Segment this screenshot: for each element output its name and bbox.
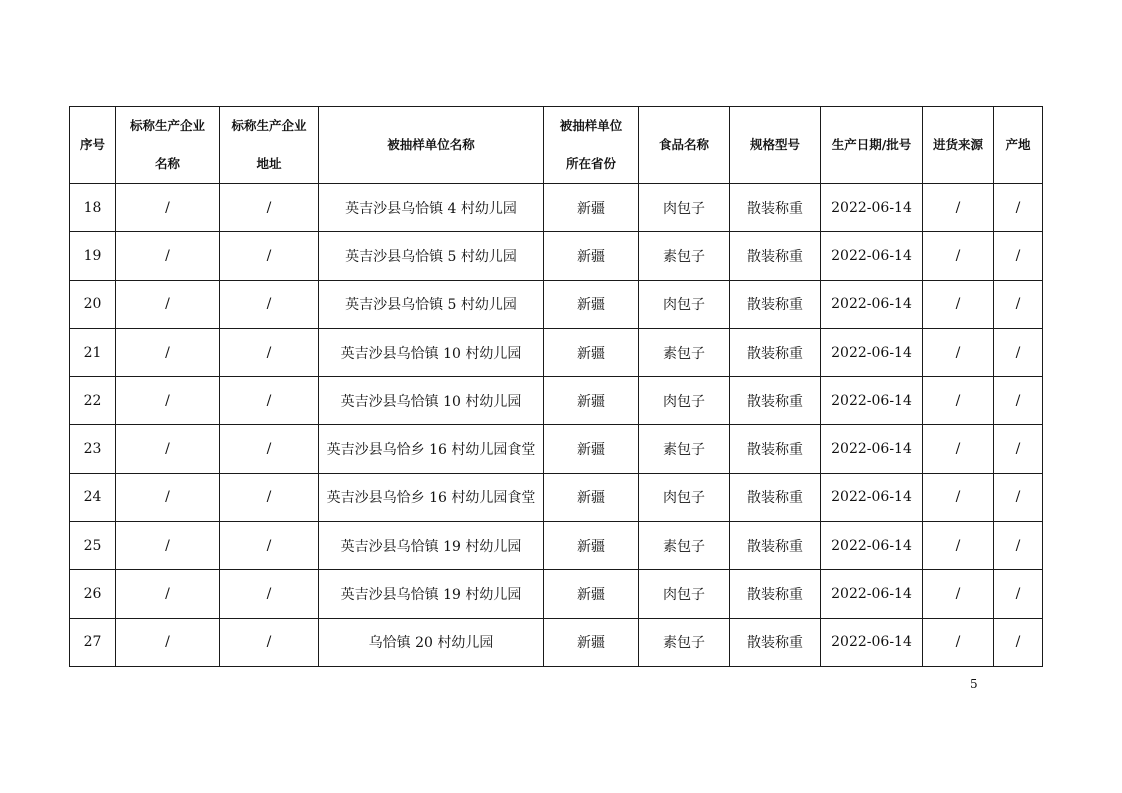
table-cell: 肉包子 [639, 184, 730, 232]
column-header [319, 107, 544, 184]
table-cell: 散装称重 [730, 618, 821, 666]
table-cell: 英吉沙县乌恰镇 5 村幼儿园 [319, 232, 544, 280]
table-row [70, 570, 1043, 618]
table-cell: 乌恰镇 20 村幼儿园 [319, 618, 544, 666]
table-cell: 新疆 [544, 522, 639, 570]
table-cell: / [994, 280, 1043, 328]
table-cell: 英吉沙县乌恰乡 16 村幼儿园食堂 [319, 473, 544, 521]
table-cell: / [220, 473, 319, 521]
table-cell: / [116, 232, 220, 280]
column-header-line: 食品名称 [658, 137, 709, 152]
table-cell: 散装称重 [730, 425, 821, 473]
table-cell: / [116, 618, 220, 666]
column-header [70, 107, 116, 184]
table-cell: 新疆 [544, 473, 639, 521]
table-cell: / [994, 570, 1043, 618]
column-header-line: 名称 [154, 156, 180, 171]
table-cell: / [116, 522, 220, 570]
table-row [70, 473, 1043, 521]
table-cell: 素包子 [639, 522, 730, 570]
table-cell: 2022-06-14 [821, 473, 923, 521]
table-cell: 2022-06-14 [821, 328, 923, 376]
table-cell: 24 [70, 473, 116, 521]
table-cell: 英吉沙县乌恰镇 5 村幼儿园 [319, 280, 544, 328]
table-cell: / [923, 280, 994, 328]
table-cell: 散装称重 [730, 280, 821, 328]
table-cell: / [220, 280, 319, 328]
table-cell: 22 [70, 377, 116, 425]
column-header [544, 107, 639, 184]
table-cell: 英吉沙县乌恰镇 4 村幼儿园 [319, 184, 544, 232]
column-header [821, 107, 923, 184]
column-header [639, 107, 730, 184]
column-header [220, 107, 319, 184]
table-cell: 27 [70, 618, 116, 666]
table-cell: 新疆 [544, 232, 639, 280]
table-row [70, 280, 1043, 328]
table-cell: 英吉沙县乌恰镇 10 村幼儿园 [319, 328, 544, 376]
table-cell: / [116, 570, 220, 618]
table-cell: 21 [70, 328, 116, 376]
table-cell: / [994, 232, 1043, 280]
table-cell: / [994, 522, 1043, 570]
column-header-line: 生产日期/批号 [831, 137, 912, 152]
column-header-line: 被抽样单位名称 [387, 137, 475, 152]
column-header-line: 产地 [1005, 137, 1031, 152]
table-cell: 肉包子 [639, 570, 730, 618]
table-cell: / [994, 184, 1043, 232]
table-cell: / [923, 328, 994, 376]
table-cell: / [923, 473, 994, 521]
table-cell: / [220, 522, 319, 570]
table-cell: 2022-06-14 [821, 570, 923, 618]
table-cell: 2022-06-14 [821, 522, 923, 570]
table-cell: / [116, 328, 220, 376]
table-cell: / [923, 570, 994, 618]
table-cell: 英吉沙县乌恰镇 19 村幼儿园 [319, 522, 544, 570]
table-cell: / [994, 377, 1043, 425]
table-row [70, 425, 1043, 473]
table-cell: / [220, 618, 319, 666]
table-cell: 新疆 [544, 425, 639, 473]
table-cell: / [923, 184, 994, 232]
table-cell: 新疆 [544, 618, 639, 666]
table-cell: 2022-06-14 [821, 377, 923, 425]
table-cell: 肉包子 [639, 377, 730, 425]
table-cell: / [116, 473, 220, 521]
table-cell: 18 [70, 184, 116, 232]
table-cell: 散装称重 [730, 522, 821, 570]
table-cell: / [220, 328, 319, 376]
table-cell: 新疆 [544, 280, 639, 328]
column-header-line: 地址 [256, 156, 282, 171]
column-header-line: 进货来源 [932, 137, 983, 152]
column-header-line: 标称生产企业 [231, 118, 307, 133]
table-cell: / [994, 328, 1043, 376]
table-cell: / [116, 425, 220, 473]
table-cell: 2022-06-14 [821, 618, 923, 666]
column-header [923, 107, 994, 184]
column-header-line: 所在省份 [565, 156, 616, 171]
table-cell: 新疆 [544, 570, 639, 618]
table-cell: 2022-06-14 [821, 184, 923, 232]
table-cell: / [220, 377, 319, 425]
column-header-line: 被抽样单位 [559, 118, 623, 133]
table-cell: 肉包子 [639, 280, 730, 328]
column-header-line: 规格型号 [749, 137, 800, 152]
table-cell: 新疆 [544, 328, 639, 376]
table-cell: / [994, 473, 1043, 521]
table-cell: 肉包子 [639, 473, 730, 521]
table-cell: 26 [70, 570, 116, 618]
table-cell: 素包子 [639, 232, 730, 280]
table-cell: 20 [70, 280, 116, 328]
table-cell: 英吉沙县乌恰镇 19 村幼儿园 [319, 570, 544, 618]
table-cell: / [923, 618, 994, 666]
table-cell: / [116, 377, 220, 425]
table-cell: 英吉沙县乌恰乡 16 村幼儿园食堂 [319, 425, 544, 473]
table-row [70, 618, 1043, 666]
table-cell: / [923, 377, 994, 425]
sampling-results-table [69, 106, 1043, 667]
table-cell: / [923, 522, 994, 570]
table-cell: 23 [70, 425, 116, 473]
table-cell: / [220, 232, 319, 280]
table-cell: 散装称重 [730, 328, 821, 376]
table-cell: 散装称重 [730, 473, 821, 521]
table-body [70, 184, 1043, 667]
column-header [994, 107, 1043, 184]
table-cell: 素包子 [639, 618, 730, 666]
column-header-line: 标称生产企业 [129, 118, 205, 133]
table-cell: 25 [70, 522, 116, 570]
table-row [70, 328, 1043, 376]
table-cell: 2022-06-14 [821, 280, 923, 328]
column-header [116, 107, 220, 184]
table-row [70, 184, 1043, 232]
table-cell: 英吉沙县乌恰镇 10 村幼儿园 [319, 377, 544, 425]
table-cell: / [116, 280, 220, 328]
table-cell: 散装称重 [730, 377, 821, 425]
table-cell: 2022-06-14 [821, 232, 923, 280]
table-cell: / [220, 570, 319, 618]
column-header [730, 107, 821, 184]
table-cell: 2022-06-14 [821, 425, 923, 473]
page-number: 5 [970, 677, 978, 691]
table-cell: 素包子 [639, 425, 730, 473]
table-row [70, 522, 1043, 570]
table-cell: / [923, 425, 994, 473]
table-row [70, 377, 1043, 425]
table-cell: / [994, 618, 1043, 666]
table-cell: 散装称重 [730, 232, 821, 280]
table-cell: / [116, 184, 220, 232]
table-cell: 19 [70, 232, 116, 280]
table-header-row [70, 107, 1043, 184]
column-header-line: 序号 [79, 137, 105, 152]
table-row [70, 232, 1043, 280]
table-cell: 新疆 [544, 184, 639, 232]
table-cell: / [994, 425, 1043, 473]
table-cell: 散装称重 [730, 570, 821, 618]
table-cell: 素包子 [639, 328, 730, 376]
table-cell: / [923, 232, 994, 280]
table-cell: / [220, 184, 319, 232]
table-cell: 散装称重 [730, 184, 821, 232]
table-cell: 新疆 [544, 377, 639, 425]
table-cell: / [220, 425, 319, 473]
